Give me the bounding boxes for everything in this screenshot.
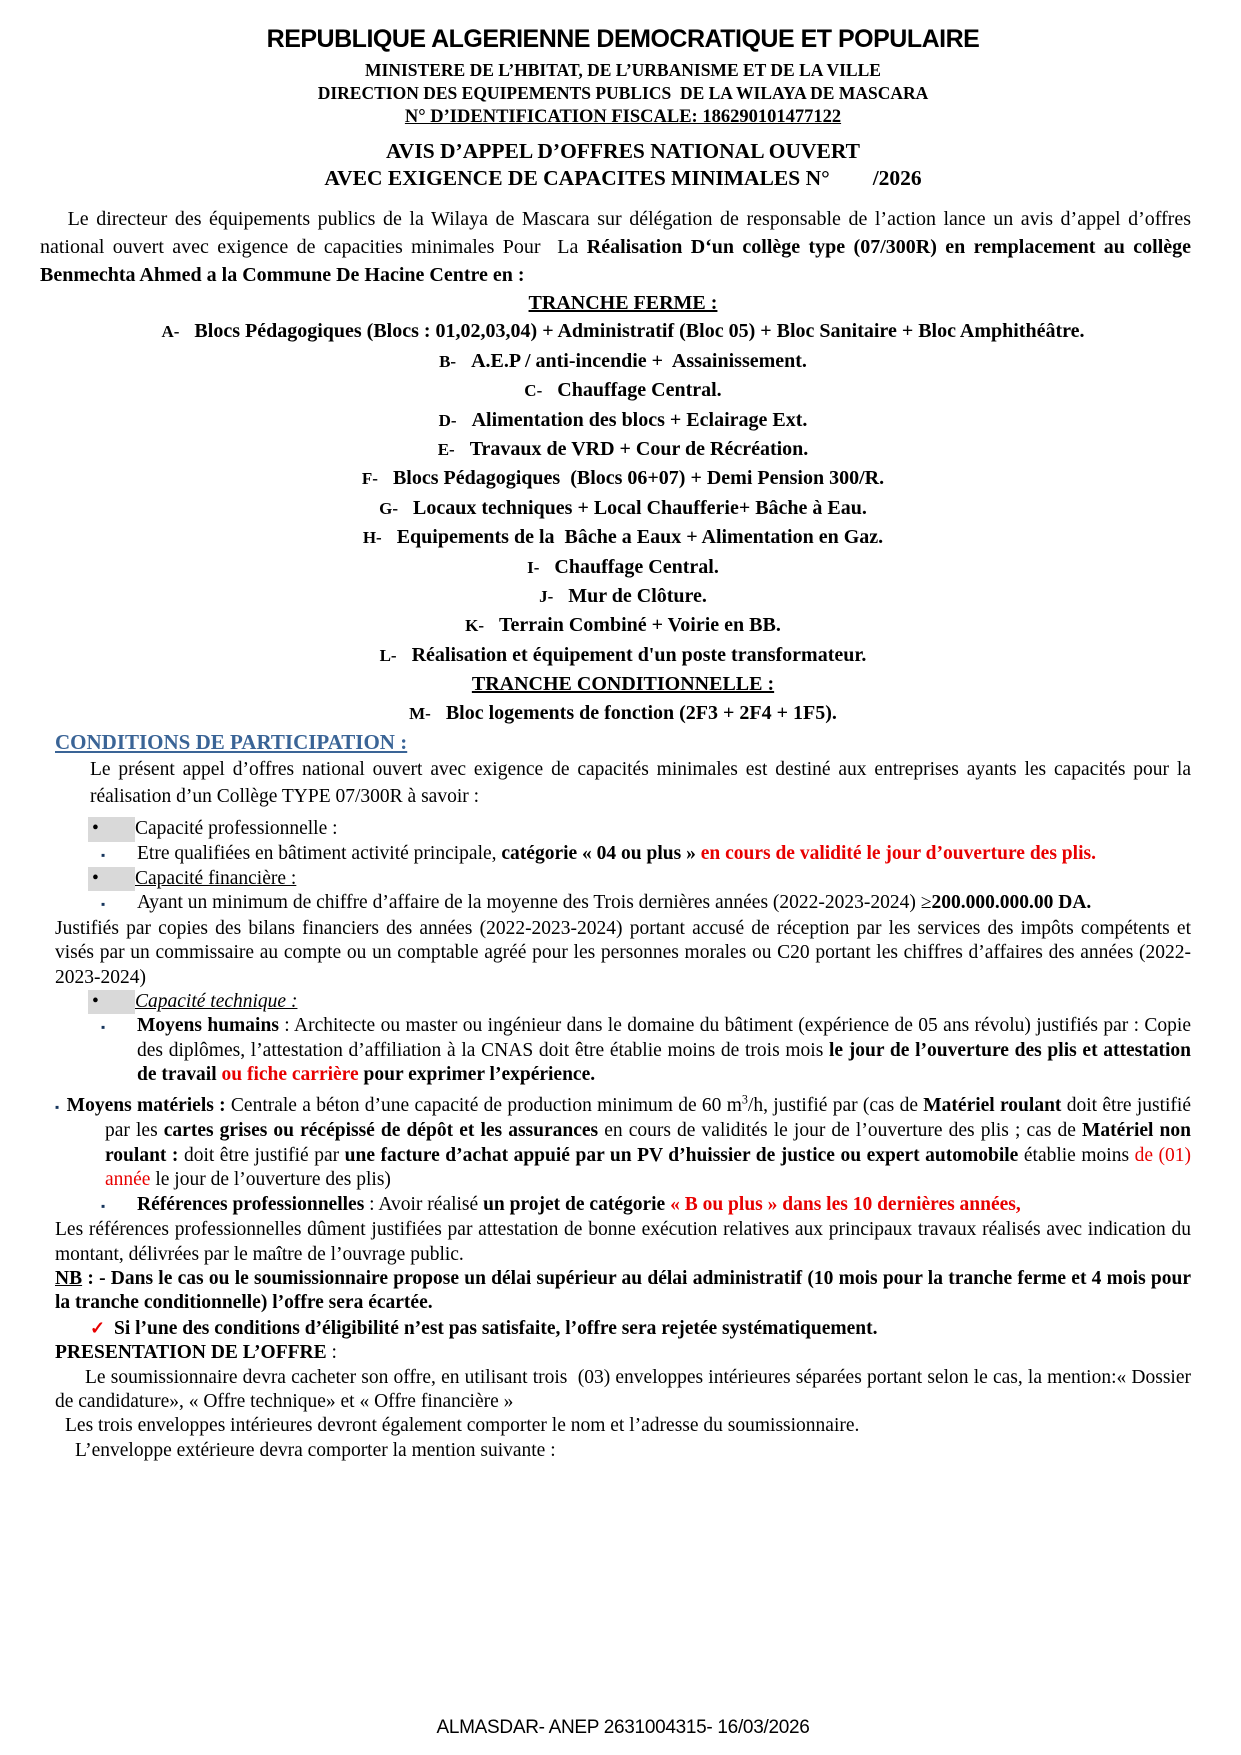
tranche-ferme-item xyxy=(55,494,1191,523)
conditions-intro: Le présent appel d’offres national ouvert avec exigence de capacités minimales est destiné aux entreprises ayants les capacités pour la réalisation d’un Collège TYPE 07/300R à savoir : xyxy=(90,759,1196,808)
item-letter: J- xyxy=(539,587,554,607)
references-text: Références professionnelles : Avoir réalisé un projet de catégorie « B ou plus » dans les 10 dernières années, xyxy=(137,1193,1021,1215)
tranche-ferme-list xyxy=(55,317,1191,670)
square-bullet-icon: ▪ xyxy=(55,1100,60,1115)
item-text: Mur de Clôture. xyxy=(568,585,707,608)
republic-title: REPUBLIQUE ALGERIENNE DEMOCRATIQUE ET POPULAIRE xyxy=(266,25,980,53)
square-bullet-icon: ▪ xyxy=(101,1198,106,1213)
presentation-heading: PRESENTATION DE L’OFFRE : xyxy=(55,1342,337,1364)
tranche-conditionnelle-title: TRANCHE CONDITIONNELLE : xyxy=(471,673,775,696)
cap-prof-label: Capacité professionnelle : xyxy=(135,818,338,840)
notice-title-line2: AVEC EXIGENCE DE CAPACITES MINIMALES N° /2026 xyxy=(324,166,922,190)
tranche-ferme-item xyxy=(55,317,1191,346)
intro-paragraph: Le directeur des équipements publics de la Wilaya de Mascara sur délégation de responsable de l’action lance un avis d’appel d’offres national ouvert avec exigence de capacities minimales Pour La Réalisation D‘un collège type (07/300R) en remplacement au collège Benmechta Ahmed a la Commune De Hacine Centre en : xyxy=(40,208,1197,286)
item-letter: A- xyxy=(161,322,180,342)
tranche-conditionnelle-item xyxy=(55,699,1191,728)
item-text: Travaux de VRD + Cour de Récréation. xyxy=(469,438,809,461)
item-text: Equipements de la Bâche a Eaux + Alimentation en Gaz. xyxy=(396,526,884,549)
tranche-ferme-item xyxy=(55,523,1191,552)
item-letter: H- xyxy=(362,528,382,548)
square-bullet-icon: ▪ xyxy=(101,897,106,912)
cap-prof-item: Etre qualifiées en bâtiment activité principale, catégorie « 04 ou plus » en cours de validité le jour d’ouverture des plis. xyxy=(137,842,1096,864)
item-letter: C- xyxy=(524,381,543,401)
item-text: Alimentation des blocs + Eclairage Ext. xyxy=(471,408,808,431)
tranche-ferme-item xyxy=(55,435,1191,464)
tranche-ferme-item xyxy=(55,376,1191,405)
cap-prof-row xyxy=(55,817,1191,841)
moyens-humains-row xyxy=(55,1014,1196,1087)
notice-title-line1: AVIS D’APPEL D’OFFRES NATIONAL OUVERT xyxy=(386,139,860,163)
references-continuation: Les références professionnelles dûment justifiées par attestation de bonne exécution relatives aux principaux travaux réalisés avec indication du montant, délivrées par le maître de l’ouvrage public. xyxy=(55,1219,1196,1265)
item-letter: I- xyxy=(527,557,540,577)
item-text: Bloc logements de fonction (2F3 + 2F4 + 1F5). xyxy=(445,701,837,724)
cap-fin-row xyxy=(55,867,1191,891)
item-letter: M- xyxy=(409,703,431,723)
cap-tech-label: Capacité technique : xyxy=(135,990,298,1012)
tranche-ferme-item xyxy=(55,582,1191,611)
item-text: Chauffage Central. xyxy=(554,555,719,578)
item-text: Locaux techniques + Local Chaufferie+ Bâche à Eau. xyxy=(412,496,867,519)
item-text: Réalisation et équipement d'un poste transformateur. xyxy=(411,643,867,666)
presentation-paragraph-1: Le soumissionnaire devra cacheter son offre, en utilisant trois (03) enveloppes intérieures séparées portant selon le cas, la mention:« Dossier de candidature», « Offre technique» et « Offre financière » xyxy=(55,1366,1196,1412)
direction-line: DIRECTION DES EQUIPEMENTS PUBLICS DE LA WILAYA DE MASCARA xyxy=(317,83,929,103)
cap-prof-item-row xyxy=(55,842,1191,867)
cap-fin-continuation: Justifiés par copies des bilans financiers des années (2022-2023-2024) portant accusé de réception par les services des impôts compétents et visés par un commissaire au compte ou un comptable agréé pour les personnes morales ou C20 portant les chiffres d’affaires des années (2022-2023-2024) xyxy=(55,917,1196,988)
item-letter: G- xyxy=(379,498,398,518)
tranche-ferme-item xyxy=(55,611,1191,640)
moyens-materiels-text: Moyens matériels : Centrale a béton d’une capacité de production minimum de 60 $m^3/h$, justifié par (cas de Matériel roulant doit être justifié par les cartes grises ou récépissé de dépôt et les assurances en cours de validités le jour de l’ouverture des plis ; cas de Matériel non roulant : doit être justifié par une facture d’achat appuié par un PV d’huissier de justice ou expert automobile établie moins de (01) année le jour de l’ouverture des plis) xyxy=(66,1092,1196,1191)
cap-fin-item-row xyxy=(55,891,1191,916)
cap-fin-label: Capacité financière : xyxy=(135,867,297,889)
moyens-materiels-paragraph xyxy=(55,1088,1196,1193)
item-letter: F- xyxy=(361,469,378,489)
tranche-ferme-item xyxy=(55,347,1191,376)
tranche-ferme-item xyxy=(55,464,1191,493)
nb-paragraph: NB : - Dans le cas ou le soumissionnaire propose un délai supérieur au délai administratif (10 mois pour la tranche ferme et 4 mois pour la tranche conditionnelle) l’offre sera écartée. xyxy=(55,1267,1196,1314)
item-letter: B- xyxy=(439,351,457,371)
round-bullet-icon: • xyxy=(88,867,135,891)
tranche-ferme-item xyxy=(55,406,1191,435)
square-bullet-icon: ▪ xyxy=(101,1020,106,1035)
presentation-paragraph-2: Les trois enveloppes intérieures devront également comporter le nom et l’adresse du soumissionnaire. xyxy=(65,1415,860,1437)
conditions-heading: CONDITIONS DE PARTICIPATION : xyxy=(55,730,408,755)
checkmark-icon: ✓ xyxy=(90,1317,106,1338)
tranche-ferme-item xyxy=(55,553,1191,582)
tranche-ferme-title: TRANCHE FERME : xyxy=(528,292,718,314)
item-letter: L- xyxy=(379,645,397,665)
document-header xyxy=(55,24,1191,192)
eligibility-row xyxy=(55,1316,1191,1341)
round-bullet-icon: • xyxy=(88,990,135,1014)
cap-fin-item: Ayant un minimum de chiffre d’affaire de la moyenne des Trois dernières années (2022-2023-2024) ≥200.000.000.00 DA. xyxy=(137,892,1092,914)
tranche-conditionnelle-list xyxy=(55,699,1191,728)
tranche-ferme-item xyxy=(55,641,1191,670)
ministry-line: MINISTERE DE L’HBITAT, DE L’URBANISME ET DE LA VILLE xyxy=(365,60,881,80)
item-text: Blocs Pédagogiques (Blocs : 01,02,03,04) + Administratif (Bloc 05) + Bloc Sanitaire + Bloc Amphithéâtre. xyxy=(194,320,1085,343)
fiscal-id-line: N° D’IDENTIFICATION FISCALE: 186290101477122 xyxy=(404,107,842,127)
item-letter: D- xyxy=(438,410,457,430)
item-text: Chauffage Central. xyxy=(557,379,722,402)
item-text: A.E.P / anti-incendie + Assainissement. xyxy=(471,349,807,372)
eligibility-text: Si l’une des conditions d’éligibilité n’est pas satisfaite, l’offre sera rejetée systématiquement. xyxy=(114,1317,878,1339)
item-letter: E- xyxy=(437,440,455,460)
square-bullet-icon: ▪ xyxy=(101,847,106,862)
item-text: Blocs Pédagogiques (Blocs 06+07) + Demi Pension 300/R. xyxy=(392,467,885,490)
conditions-body xyxy=(55,817,1196,1463)
round-bullet-icon: • xyxy=(88,817,135,841)
references-row xyxy=(55,1193,1191,1218)
item-letter: K- xyxy=(465,616,485,636)
presentation-paragraph-3: L’enveloppe extérieure devra comporter la mention suivante : xyxy=(75,1439,556,1461)
publication-footer: ALMASDAR- ANEP 2631004315- 16/03/2026 xyxy=(436,1717,810,1738)
moyens-humains-text: Moyens humains : Architecte ou master ou ingénieur dans le domaine du bâtiment (expérience de 05 ans révolu) justifiés par : Copie des diplômes, l’attestation d’affiliation à la CNAS doit être établie moins de trois mois le jour de l’ouverture des plis et attestation de travail ou fiche carrière pour exprimer l’expérience. xyxy=(137,1015,1196,1086)
cap-tech-row xyxy=(55,990,1191,1014)
item-text: Terrain Combiné + Voirie en BB. xyxy=(499,614,781,637)
